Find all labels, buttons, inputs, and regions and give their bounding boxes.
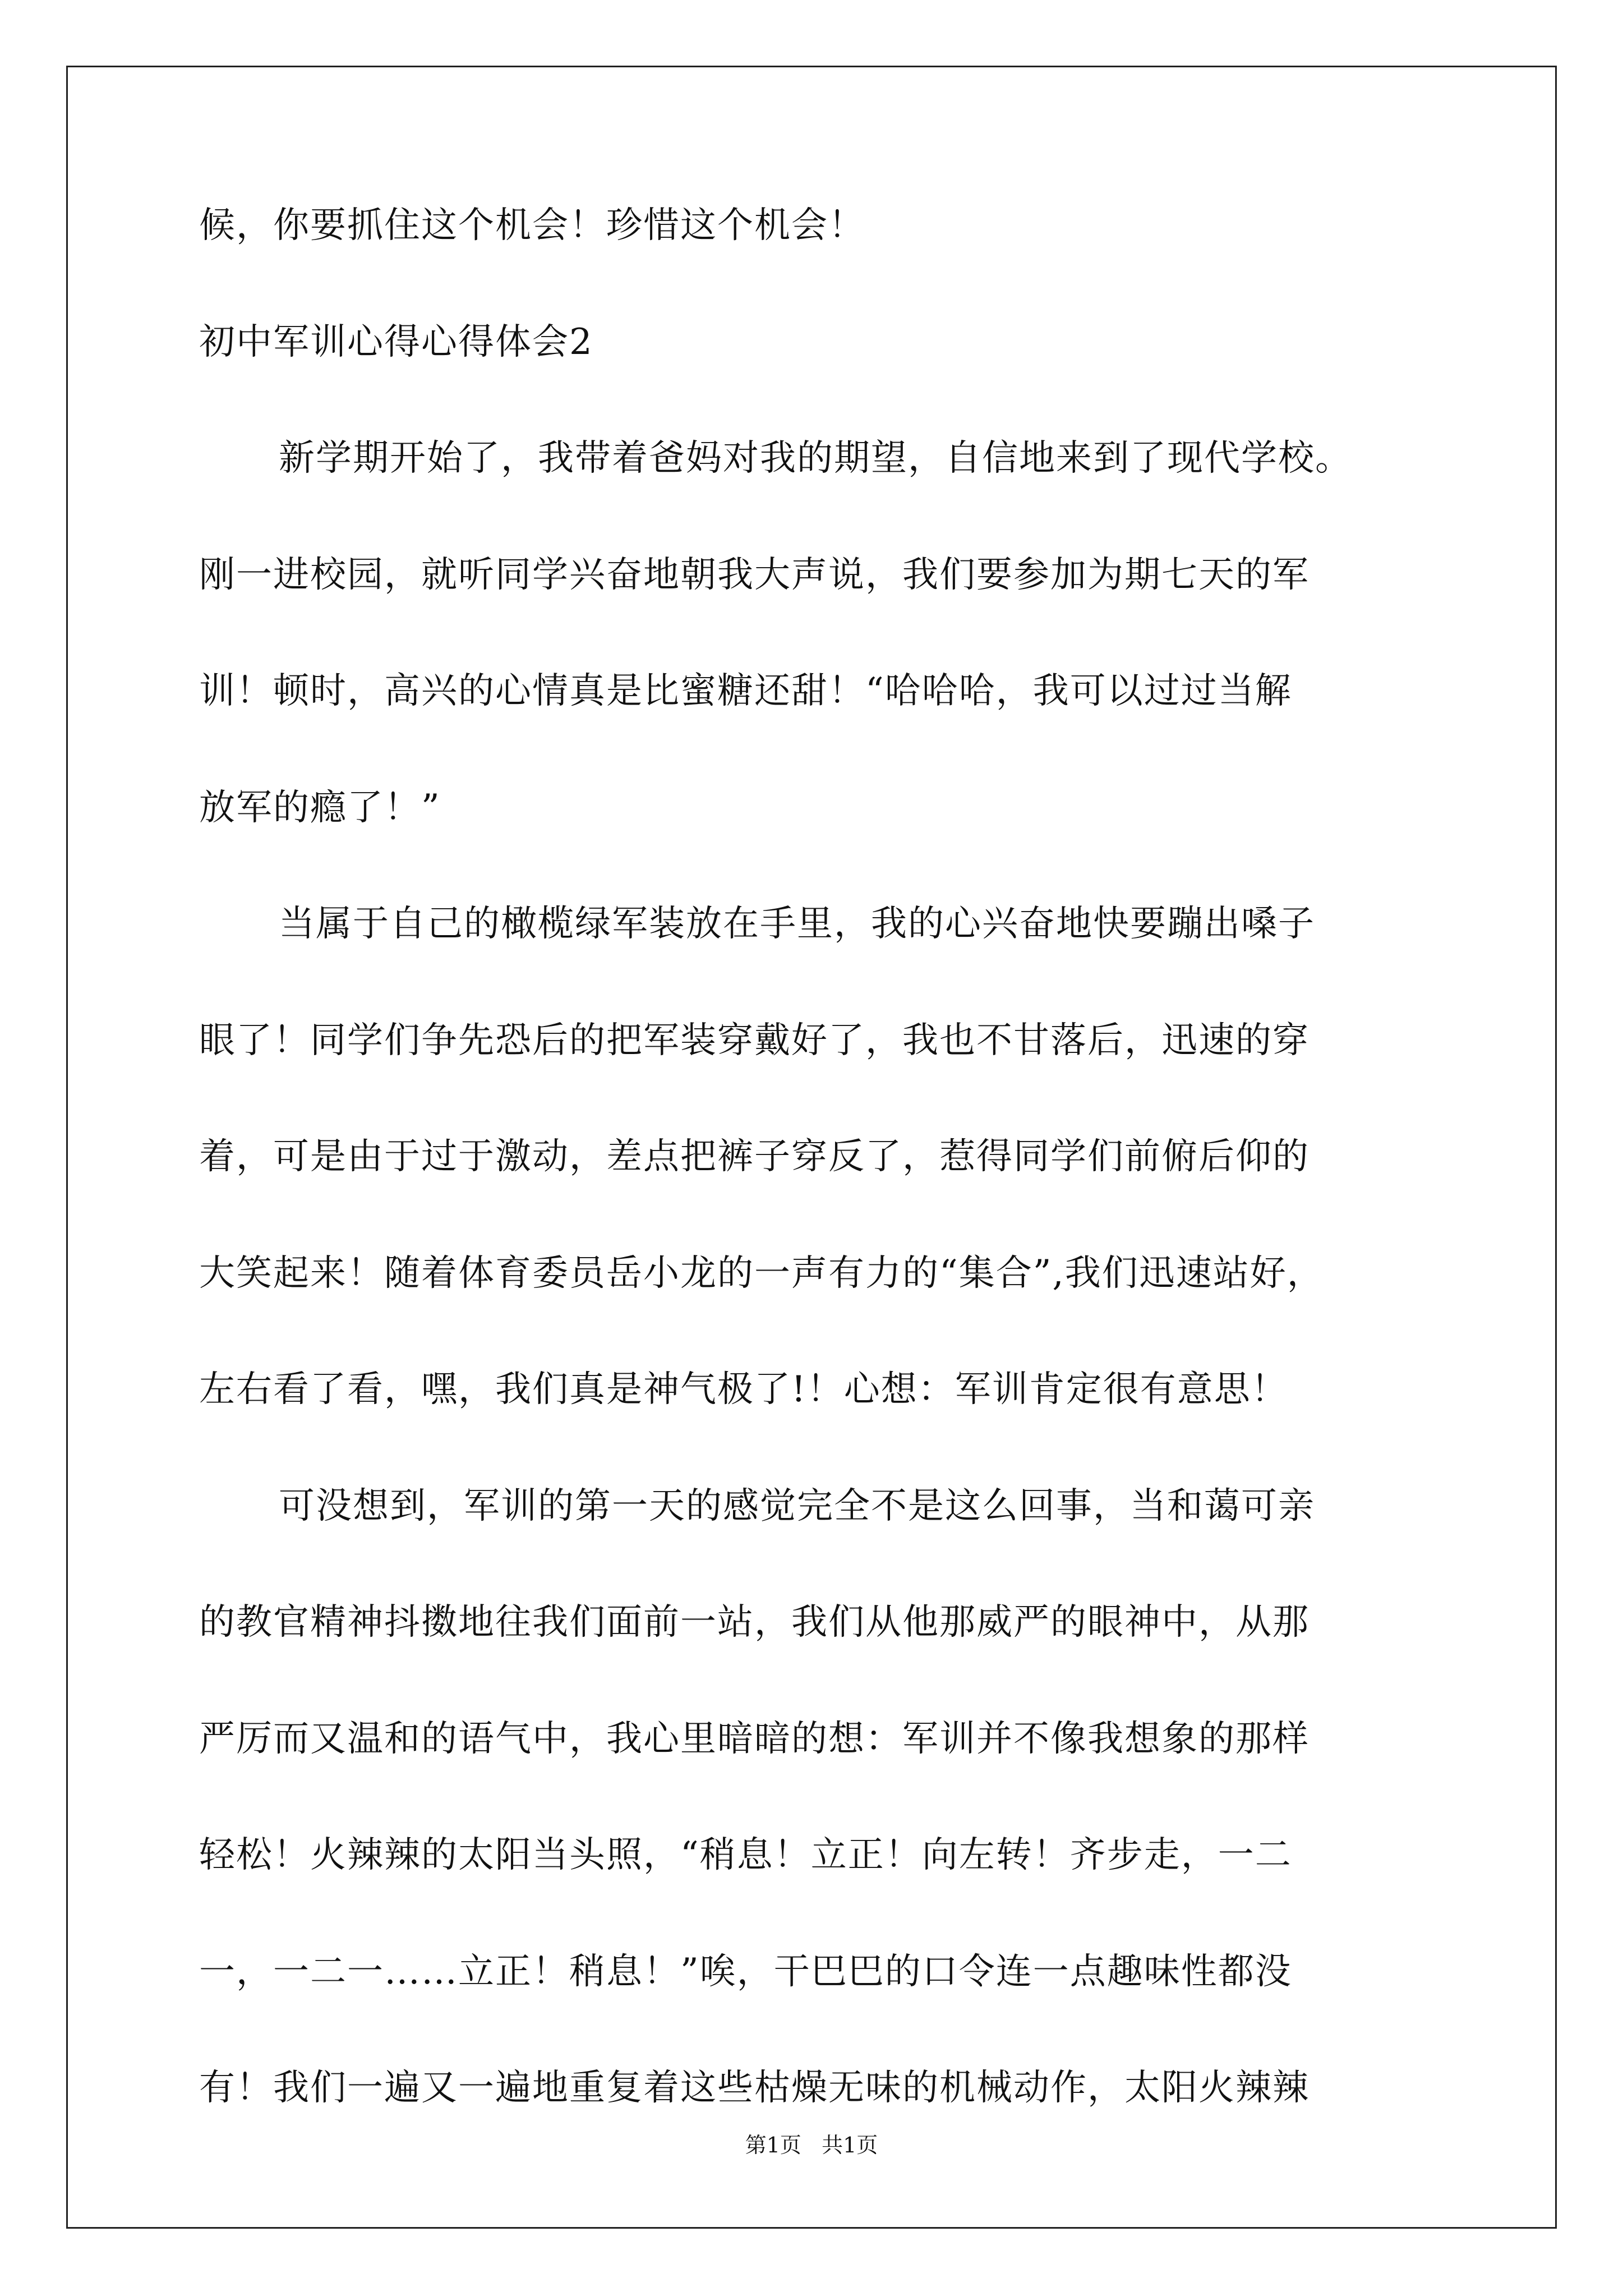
document-body: [199, 205, 1450, 2187]
text-line: 可没想到，军训的第一天的感觉完全不是这么回事，当和蔼可亲: [279, 1485, 1315, 1527]
text-line: 着，可是由于过于激动，差点把裤子穿反了，惹得同学们前俯后仰的: [199, 1136, 1310, 1177]
text-line: 有！我们一遍又一遍地重复着这些枯燥无味的机械动作，太阳火辣辣: [199, 2067, 1310, 2109]
text-line: 左右看了看，嘿，我们真是神气极了!！心想：军训肯定很有意思！: [199, 1369, 1288, 1410]
text-line: 放军的瘾了！”: [199, 786, 441, 829]
text-line: 训！顿时，高兴的心情真是比蜜糖还甜！“哈哈哈，我可以过过当解: [199, 670, 1292, 712]
page-total: 共1页: [822, 2133, 878, 2157]
text-line: 的教官精神抖擞地往我们面前一站，我们从他那威严的眼神中，从那: [199, 1602, 1310, 1643]
text-line: 眼了！同学们争先恐后的把军装穿戴好了，我也不甘落后，迅速的穿: [199, 1019, 1310, 1061]
text-line: 候，你要抓住这个机会！珍惜这个机会！: [199, 205, 865, 246]
text-line: 新学期开始了，我带着爸妈对我的期望，自信地来到了现代学校。: [279, 438, 1352, 479]
text-line: 刚一进校园，就听同学兴奋地朝我大声说，我们要参加为期七天的军: [199, 554, 1310, 596]
text-line: 当属于自己的橄榄绿军装放在手里，我的心兴奋地快要蹦出嗓子: [279, 903, 1315, 945]
text-line: 一，一二一……立正！稍息！”唉，干巴巴的口令连一点趣味性都没: [199, 1950, 1292, 1993]
text-line: 轻松！火辣辣的太阳当头照，“稍息！立正！向左转！齐步走，一二: [199, 1834, 1292, 1876]
section-heading: 初中军训心得心得体会2: [199, 321, 593, 363]
page-number: 第1页: [745, 2133, 801, 2157]
text-line: 大笑起来！随着体育委员岳小龙的一声有力的“集合”,我们迅速站好，: [199, 1252, 1324, 1294]
text-line: 严厉而又温和的语气中，我心里暗暗的想：军训并不像我想象的那样: [199, 1718, 1310, 1760]
page-footer: [0, 2133, 1623, 2157]
